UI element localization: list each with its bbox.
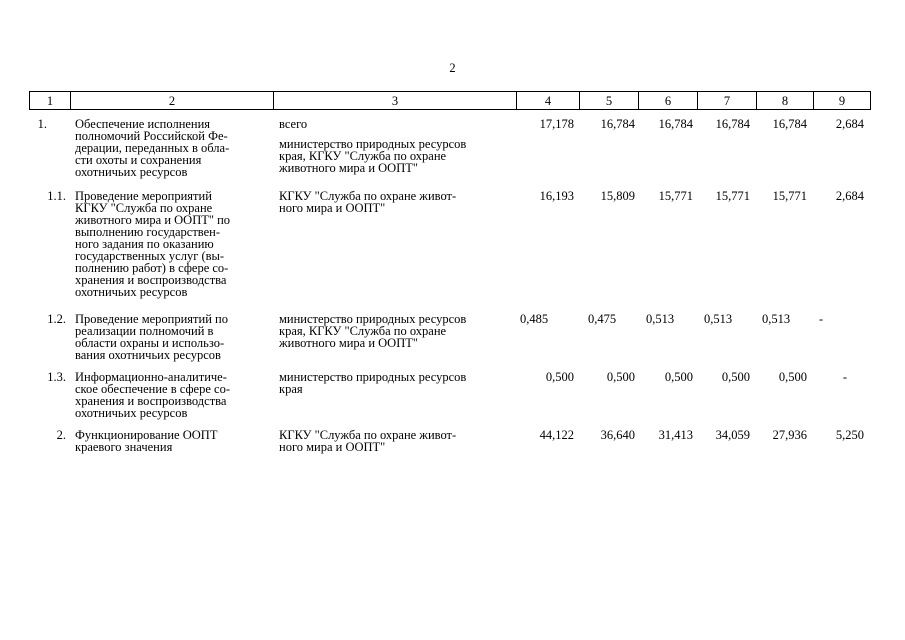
row-value: 16,784	[658, 117, 693, 131]
row-value: 44,122	[539, 428, 574, 442]
row-name: Функционирование ООПТ краевого значения	[75, 428, 218, 454]
row-number: 1.3.	[47, 370, 66, 384]
header-col-2: 2	[71, 92, 274, 110]
row-number: 1.2.	[47, 312, 66, 326]
row-executor-total: всего	[279, 117, 308, 131]
row-executor: КГКУ "Служба по охране живот- ного мира и ООПТ"	[279, 189, 457, 215]
row-value: 15,771	[772, 189, 807, 203]
row-value: 16,193	[539, 189, 574, 203]
row-value: 0,500	[778, 370, 807, 384]
row-value: 0,513	[646, 312, 675, 326]
header-col-7: 7	[698, 92, 757, 110]
header-col-6: 6	[639, 92, 698, 110]
header-col-3: 3	[274, 92, 517, 110]
row-name: Обеспечение исполнения полномочий Российской Фе- дерации, переданных в обла- сти охоты и сохранения охотничьих ресурсов	[75, 117, 230, 179]
row-name: Проведение мероприятий КГКУ "Служба по охране животного мира и ООПТ" по выполнению государствен- ного задания по оказанию государственных услуг (вы- полнению работ) в сфере со- хранения и воспроизводства охотничьих ресурсов	[75, 189, 231, 299]
row-value: 0,500	[545, 370, 574, 384]
table-header	[29, 91, 871, 110]
row-value: 0,513	[704, 312, 733, 326]
row-value: 15,771	[658, 189, 693, 203]
page-number: 2	[449, 61, 456, 75]
row-executor: КГКУ "Служба по охране живот- ного мира и ООПТ"	[279, 428, 457, 454]
row-name: Проведение мероприятий по реализации полномочий в области охраны и использо- вания охотничьих ресурсов	[75, 312, 228, 362]
row-value: 16,784	[772, 117, 807, 131]
row-number: 1.1.	[47, 189, 66, 203]
row-value: 0,485	[520, 312, 549, 326]
header-col-8: 8	[757, 92, 814, 110]
row-value: 2,684	[835, 189, 864, 203]
row-executor: министерство природных ресурсов края, КГКУ "Служба по охране животного мира и ООПТ"	[279, 312, 467, 350]
row-value: 27,936	[772, 428, 807, 442]
row-executor: министерство природных ресурсов края, КГКУ "Служба по охране животного мира и ООПТ"	[279, 137, 467, 175]
row-value: 0,500	[721, 370, 750, 384]
row-value: 15,771	[715, 189, 750, 203]
row-value: 0,500	[606, 370, 635, 384]
row-value: 36,640	[600, 428, 635, 442]
row-value: 0,513	[762, 312, 791, 326]
row-value: 17,178	[539, 117, 574, 131]
header-col-9: 9	[814, 92, 871, 110]
row-value: 15,809	[600, 189, 635, 203]
row-executor: министерство природных ресурсов края	[279, 370, 467, 396]
row-value: 16,784	[715, 117, 750, 131]
row-value: 2,684	[835, 117, 864, 131]
row-value: 31,413	[658, 428, 693, 442]
row-number: 2.	[56, 428, 66, 442]
header-col-5: 5	[580, 92, 639, 110]
row-value: 0,475	[588, 312, 617, 326]
header-col-4: 4	[517, 92, 580, 110]
row-name: Информационно-аналитиче- ское обеспечение в сфере со- хранения и воспроизводства охотничьих ресурсов	[75, 370, 230, 420]
row-value: 0,500	[664, 370, 693, 384]
row-value: 16,784	[600, 117, 635, 131]
header-col-1: 1	[30, 92, 71, 110]
row-value: 5,250	[835, 428, 864, 442]
row-value: 34,059	[715, 428, 750, 442]
row-value: -	[819, 312, 824, 326]
row-value: -	[842, 370, 847, 384]
row-number: 1.	[37, 117, 47, 131]
